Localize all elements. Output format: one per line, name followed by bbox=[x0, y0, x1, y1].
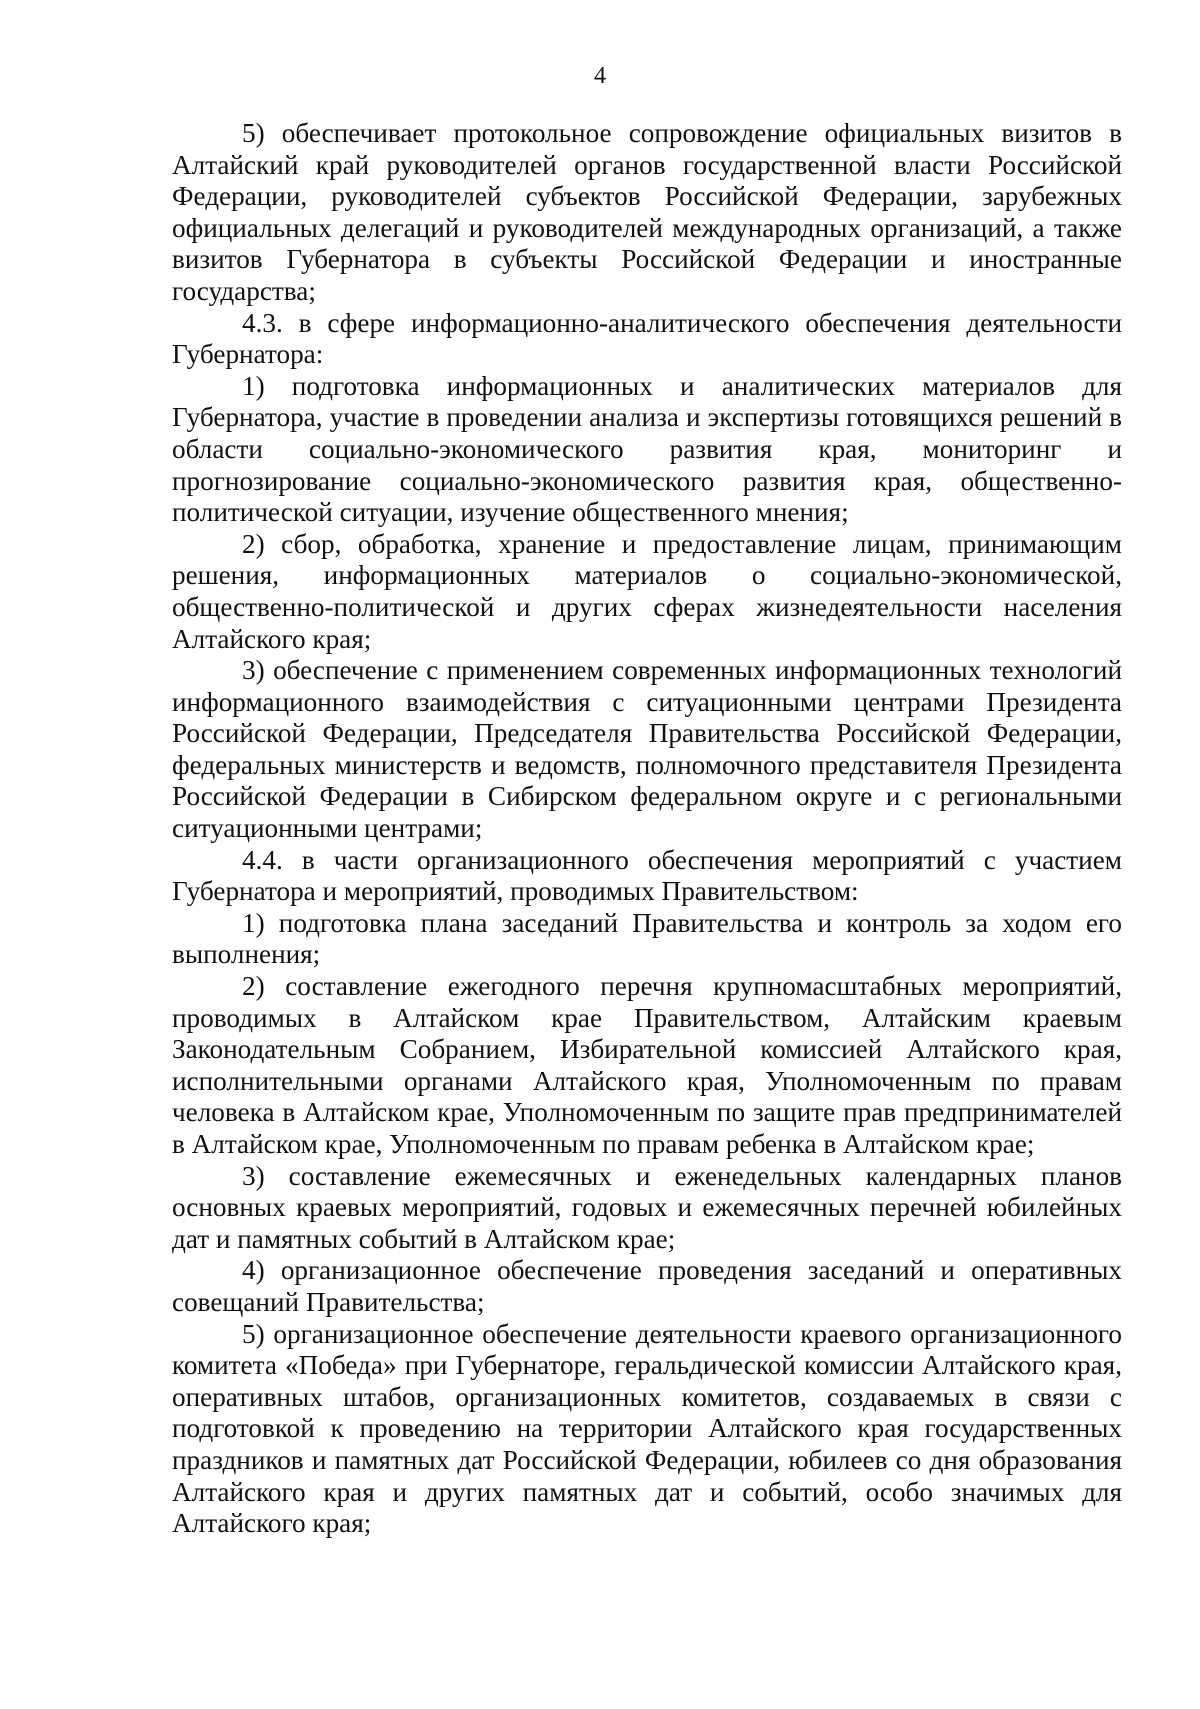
paragraph-4-3-item-1: 1) подготовка информационных и аналитических материалов для Губернатора, участие в проведении анализа и экспертизы готовящихся решений в области социально-экономического развития края, мониторинг и прогнозирование социально-экономического развития края, общественно-политической ситуации, изучение общественного мнения; bbox=[172, 370, 1122, 528]
paragraph-4-3-item-2: 2) сбор, обработка, хранение и предоставление лицам, принимающим решения, информационных материалов о социально-экономической, общественно-политической и других сферах жизнедеятельности населения Алтайского края; bbox=[172, 528, 1122, 654]
paragraph-4-4-item-4: 4) организационное обеспечение проведения заседаний и оперативных совещаний Правительства; bbox=[172, 1255, 1122, 1317]
paragraph-visits-protocol: 5) обеспечивает протокольное сопровождение официальных визитов в Алтайский край руководителей органов государственной власти Российской Федерации, руководителей субъектов Российской Федерации, зарубежных официальных делегаций и руководителей международных организаций, а также визитов Губернатора в субъекты Российской Федерации и иностранные государства; bbox=[172, 118, 1122, 306]
paragraph-section-4-3: 4.3. в сфере информационно-аналитического обеспечения деятельности Губернатора: bbox=[172, 307, 1122, 370]
paragraph-4-4-item-5: 5) организационное обеспечение деятельности краевого организационного комитета «Победа» при Губернаторе, геральдической комиссии Алтайского края, оперативных штабов, организационных комитетов, создаваемых в связи с подготовкой к проведению на территории Алтайского края государственных праздников и памятных дат Российской Федерации, юбилеев со дня образования Алтайского края и других памятных дат и событий, особо значимых для Алтайского края; bbox=[172, 1318, 1122, 1539]
page-number: 4 bbox=[594, 63, 606, 89]
paragraph-4-4-item-2: 2) составление ежегодного перечня крупномасштабных мероприятий, проводимых в Алтайском крае Правительством, Алтайским краевым Законодательным Собранием, Избирательной комиссией Алтайского края, исполнительными органами Алтайского края, Уполномоченным по правам человека в Алтайском крае, Уполномоченным по защите прав предпринимателей в Алтайском крае, Уполномоченным по правам ребенка в Алтайском крае; bbox=[172, 971, 1122, 1159]
paragraph-4-4-item-3: 3) составление ежемесячных и еженедельных календарных планов основных краевых мероприятий, годовых и ежемесячных перечней юбилейных дат и памятных событий в Алтайском крае; bbox=[172, 1160, 1122, 1254]
document-body bbox=[172, 118, 1122, 1540]
paragraph-4-4-item-1: 1) подготовка плана заседаний Правительства и контроль за ходом его выполнения; bbox=[172, 907, 1122, 970]
paragraph-section-4-4: 4.4. в части организационного обеспечения мероприятий с участием Губернатора и мероприятий, проводимых Правительством: bbox=[172, 844, 1122, 907]
paragraph-4-3-item-3: 3) обеспечение с применением современных информационных технологий информационного взаимодействия с ситуационными центрами Президента Российской Федерации, Председателя Правительства Российской Федерации, федеральных министерств и ведомств, полномочного представителя Президента Российской Федерации в Сибирском федеральном округе и с региональными ситуационными центрами; bbox=[172, 655, 1122, 844]
